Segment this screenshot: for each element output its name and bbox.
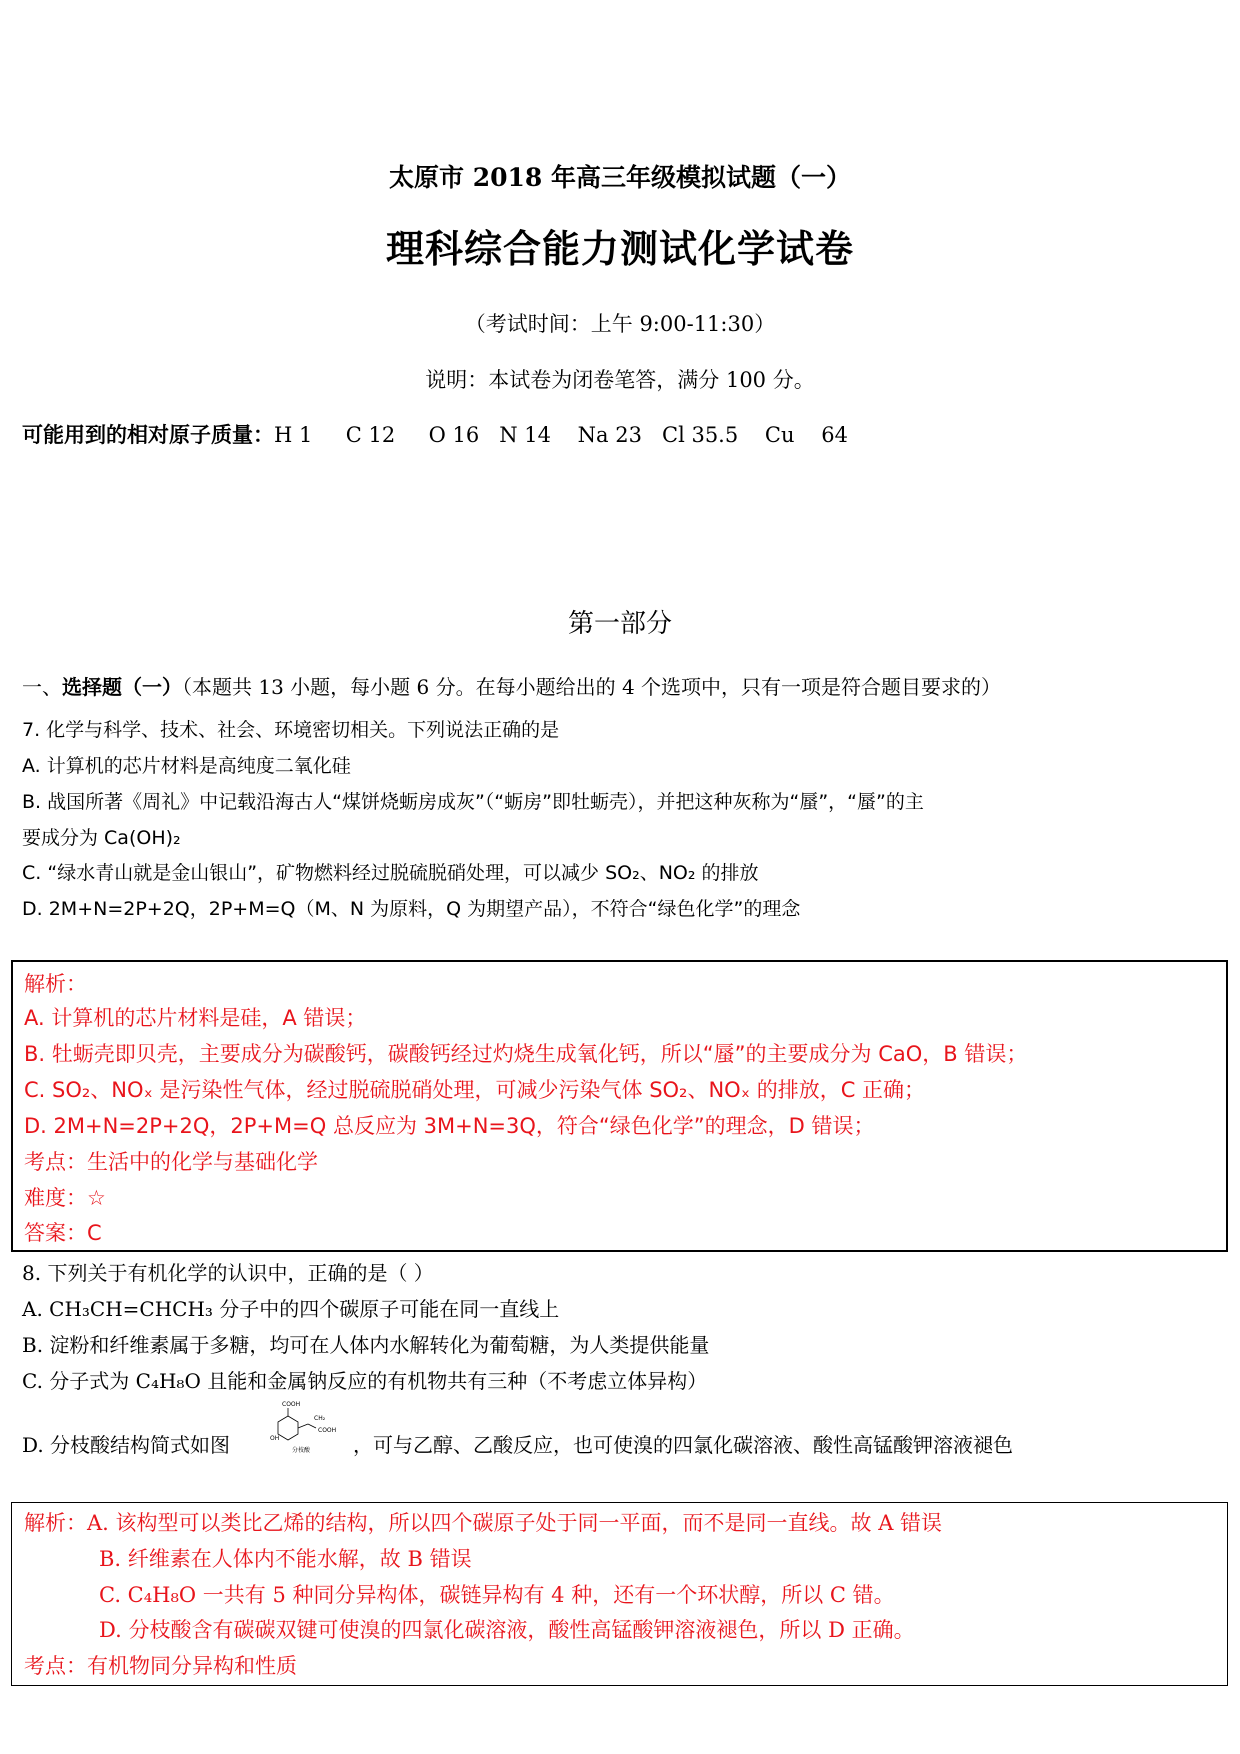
q7-stem: 7. 化学与科学、技术、社会、环境密切相关。下列说法正确的是 bbox=[22, 719, 560, 741]
structure-ring bbox=[278, 1416, 298, 1440]
part-title: 第一部分 bbox=[567, 609, 672, 639]
structure-label-cooh1: COOH bbox=[282, 1401, 301, 1408]
section-desc: （本题共 13 小题，每小题 6 分。在每小题给出的 4 个选项中，只有一项是符合题目要求的） bbox=[182, 675, 1002, 699]
q8-analysis-d: D. 分枝酸含有碳碳双键可使溴的四氯化碳溶液，酸性高锰酸钾溶液褪色，所以 D 正确。 bbox=[99, 1618, 915, 1642]
section-prefix: 一、 bbox=[22, 675, 62, 699]
q7-analysis-heading: 解析： bbox=[24, 972, 87, 996]
exam-note: 说明：本试卷为闭卷笔答，满分 100 分。 bbox=[425, 368, 815, 392]
q8-option-b: B. 淀粉和纤维素属于多糖，均可在人体内水解转化为葡萄糖，为人类提供能量 bbox=[22, 1333, 710, 1357]
structure-label-oh: OH bbox=[270, 1435, 280, 1442]
section-name: 选择题（一） bbox=[62, 675, 182, 699]
q7-difficulty: 难度：☆ bbox=[24, 1186, 106, 1210]
structure-caption: 分枝酸 bbox=[292, 1447, 311, 1454]
q7-answer: 答案：C bbox=[24, 1221, 102, 1245]
q7-option-b-line2: 要成分为 Ca(OH)₂ bbox=[22, 827, 181, 849]
q8-option-d-suffix: ，可与乙醇、乙酸反应，也可使溴的四氯化碳溶液、酸性高锰酸钾溶液褪色 bbox=[353, 1433, 1013, 1457]
atomic-mass-label: 可能用到的相对原子质量： bbox=[22, 422, 274, 447]
q7-analysis-d: D. 2M+N=2P+2Q，2P+M=Q 总反应为 3M+N=3Q，符合“绿色化学”的理念，D 错误； bbox=[24, 1114, 875, 1138]
atomic-mass-values: H 1 C 12 O 16 N 14 Na 23 Cl 35.5 Cu 64 bbox=[274, 423, 848, 447]
structure-label-cooh2: COOH bbox=[318, 1427, 337, 1434]
q7-option-b-line1: B. 战国所著《周礼》中记载沿海古人“煤饼烧蛎房成灰”（“蛎房”即牡蛎壳），并把这种灰称为“蜃”，“蜃”的主 bbox=[22, 791, 924, 813]
q7-option-a: A. 计算机的芯片材料是高纯度二氧化硅 bbox=[22, 755, 351, 777]
structure-figure bbox=[268, 1398, 350, 1458]
q7-topic: 考点：生活中的化学与基础化学 bbox=[24, 1150, 318, 1174]
exam-time: （考试时间：上午 9:00-11:30） bbox=[464, 312, 776, 336]
q8-analysis-c: C. C₄H₈O 一共有 5 种同分异构体，碳链异构有 4 种，还有一个环状醇，所以 C 错。 bbox=[99, 1583, 895, 1607]
q8-stem: 8. 下列关于有机化学的认识中，正确的是（ ） bbox=[22, 1261, 434, 1285]
paper-title: 理科综合能力测试化学试卷 bbox=[385, 226, 854, 271]
q7-option-c: C. “绿水青山就是金山银山”，矿物燃料经过脱硫脱硝处理，可以减少 SO₂、NO₂ 的排放 bbox=[22, 862, 759, 884]
structure-bond bbox=[308, 1424, 316, 1428]
q7-analysis-c: C. SO₂、NOₓ 是污染性气体，经过脱硫脱硝处理，可减少污染气体 SO₂、NOₓ 的排放，C 正确； bbox=[24, 1078, 926, 1102]
branched-acid-structure bbox=[268, 1398, 350, 1458]
atomic-mass-line bbox=[22, 419, 848, 449]
structure-label-ch2: CH₂ bbox=[314, 1415, 326, 1422]
q8-option-c: C. 分子式为 C₄H₈O 且能和金属钠反应的有机物共有三种（不考虑立体异构） bbox=[22, 1369, 708, 1393]
exam-title: 太原市 2018 年高三年级模拟试题（一） bbox=[389, 163, 851, 192]
q7-analysis-b: B. 牡蛎壳即贝壳，主要成分为碳酸钙，碳酸钙经过灼烧生成氧化钙，所以“蜃”的主要成分为 CaO，B 错误； bbox=[24, 1042, 1028, 1066]
q8-topic: 考点：有机物同分异构和性质 bbox=[24, 1654, 297, 1678]
q7-option-d: D. 2M+N=2P+2Q，2P+M=Q（M、N 为原料，Q 为期望产品），不符合“绿色化学”的理念 bbox=[22, 898, 801, 920]
q7-analysis-a: A. 计算机的芯片材料是硅，A 错误； bbox=[24, 1006, 367, 1030]
q8-analysis-b: B. 纤维素在人体内不能水解，故 B 错误 bbox=[99, 1547, 472, 1571]
q8-option-d-prefix: D. 分枝酸结构简式如图 bbox=[22, 1433, 231, 1457]
structure-bond bbox=[298, 1424, 308, 1428]
section-heading bbox=[22, 671, 1001, 700]
q8-analysis-a: 解析：A. 该构型可以类比乙烯的结构，所以四个碳原子处于同一平面，而不是同一直线。故 A 错误 bbox=[24, 1511, 943, 1535]
q8-option-a: A. CH₃CH=CHCH₃ 分子中的四个碳原子可能在同一直线上 bbox=[22, 1297, 560, 1321]
